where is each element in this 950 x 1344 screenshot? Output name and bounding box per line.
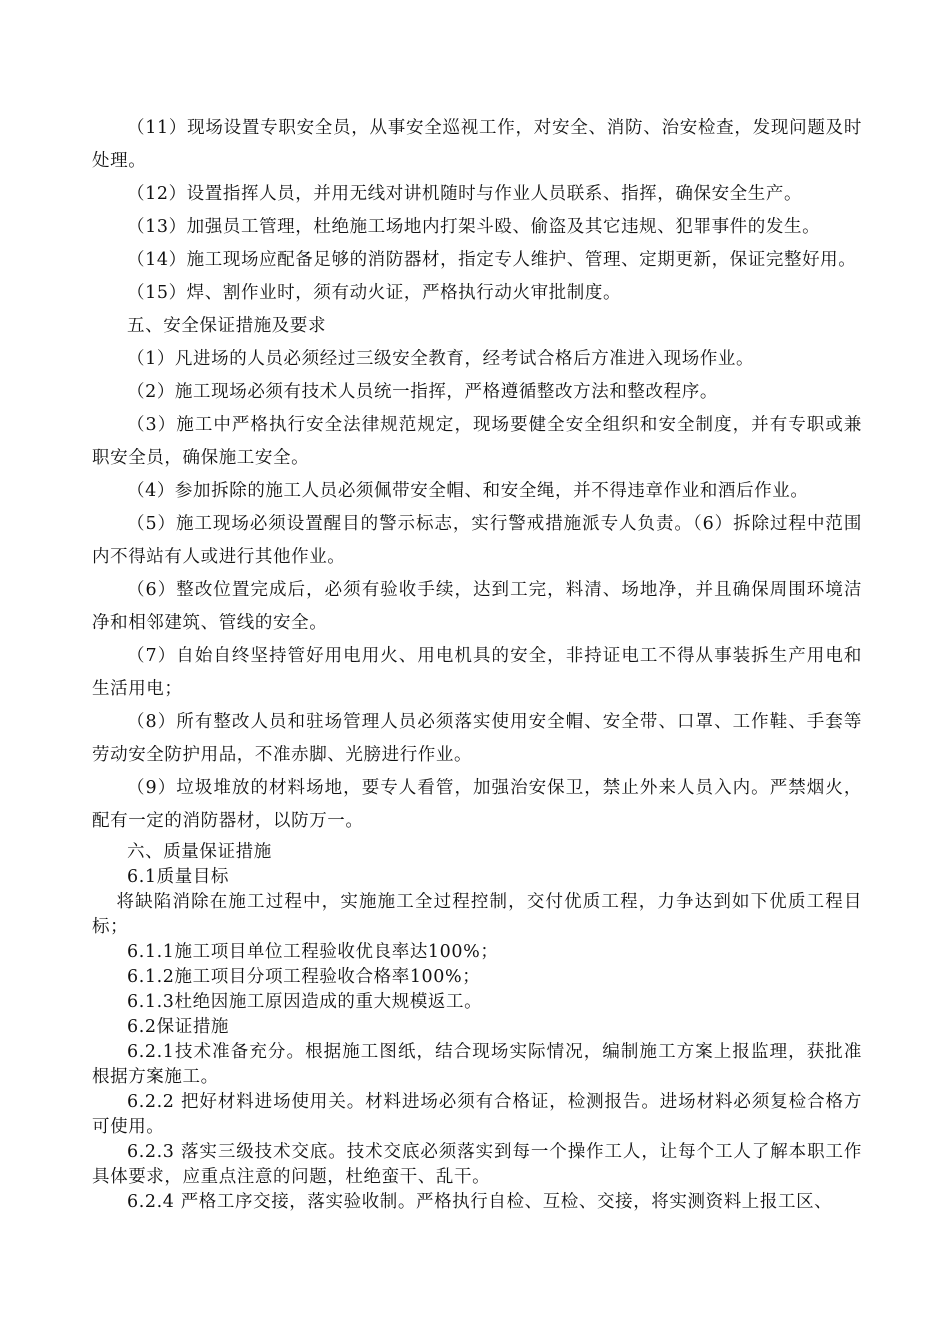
section-5-item-3: （3）施工中严格执行安全法律规范规定，现场要健全安全组织和安全制度，并有专职或兼职安全员，确保施工安全。 <box>92 415 862 468</box>
paragraph-11: （11）现场设置专职安全员，从事安全巡视工作，对安全、消防、治安检查，发现问题及时处理。 <box>92 118 862 171</box>
section-6-2-heading: 6.2保证措施 <box>127 1017 230 1037</box>
section-5-item-8: （8）所有整改人员和驻场管理人员必须落实使用安全帽、安全带、口罩、工作鞋、手套等劳动安全防护用品，不准赤脚、光膀进行作业。 <box>92 712 862 765</box>
section-5-item-4: （4）参加拆除的施工人员必须佩带安全帽、和安全绳，并不得违章作业和酒后作业。 <box>127 481 809 501</box>
paragraph-12: （12）设置指挥人员，并用无线对讲机随时与作业人员联系、指挥，确保安全生产。 <box>127 184 803 204</box>
section-5-item-7: （7）自始自终坚持管好用电用火、用电机具的安全，非持证电工不得从事装拆生产用电和生活用电； <box>92 646 862 699</box>
section-5-item-2: （2）施工现场必须有技术人员统一指挥，严格遵循整改方法和整改程序。 <box>127 382 718 402</box>
section-6-2-item-4: 6.2.4 严格工序交接，落实验收制。严格执行自检、互检、交接，将实测资料上报工区、 <box>127 1192 833 1212</box>
paragraph-13: （13）加强员工管理，杜绝施工场地内打架斗殴、偷盗及其它违规、犯罪事件的发生。 <box>127 217 821 237</box>
section-6-heading: 六、质量保证措施 <box>127 842 272 862</box>
section-6-1-item-1: 6.1.1施工项目单位工程验收优良率达100%； <box>127 942 499 962</box>
section-5-item-6: （6）整改位置完成后，必须有验收手续，达到工完，料清、场地净，并且确保周围环境洁净和相邻建筑、管线的安全。 <box>92 580 862 633</box>
paragraph-15: （15）焊、割作业时，须有动火证，严格执行动火审批制度。 <box>127 283 622 303</box>
section-6-1-item-2: 6.1.2施工项目分项工程验收合格率100%； <box>127 967 481 987</box>
section-6-1-item-3: 6.1.3杜绝因施工原因造成的重大规模返工。 <box>127 992 483 1012</box>
section-6-1-intro: 将缺陷消除在施工过程中，实施施工全过程控制，交付优质工程，力争达到如下优质工程目标； <box>92 892 862 937</box>
section-5-item-1: （1）凡进场的人员必须经过三级安全教育，经考试合格后方准进入现场作业。 <box>127 349 755 369</box>
section-5-item-9: （9）垃圾堆放的材料场地，要专人看管，加强治安保卫，禁止外来人员入内。严禁烟火，配有一定的消防器材，以防万一。 <box>92 778 862 831</box>
section-5-heading: 五、安全保证措施及要求 <box>127 316 327 336</box>
section-6-2-item-1: 6.2.1技术准备充分。根据施工图纸，结合现场实际情况，编制施工方案上报监理，获批准根据方案施工。 <box>92 1042 862 1087</box>
section-6-2-item-3: 6.2.3 落实三级技术交底。技术交底必须落实到每一个操作工人，让每个工人了解本职工作具体要求，应重点注意的问题，杜绝蛮干、乱干。 <box>92 1142 862 1187</box>
document-page <box>92 112 862 1215</box>
paragraph-14: （14）施工现场应配备足够的消防器材，指定专人维护、管理、定期更新，保证完整好用。 <box>127 250 857 270</box>
section-5-item-5: （5）施工现场必须设置醒目的警示标志，实行警戒措施派专人负责。（6）拆除过程中范围内不得站有人或进行其他作业。 <box>92 514 862 567</box>
section-6-1-heading: 6.1质量目标 <box>127 867 230 887</box>
section-6-2-item-2: 6.2.2 把好材料进场使用关。材料进场必须有合格证，检测报告。进场材料必须复检合格方可使用。 <box>92 1092 862 1137</box>
